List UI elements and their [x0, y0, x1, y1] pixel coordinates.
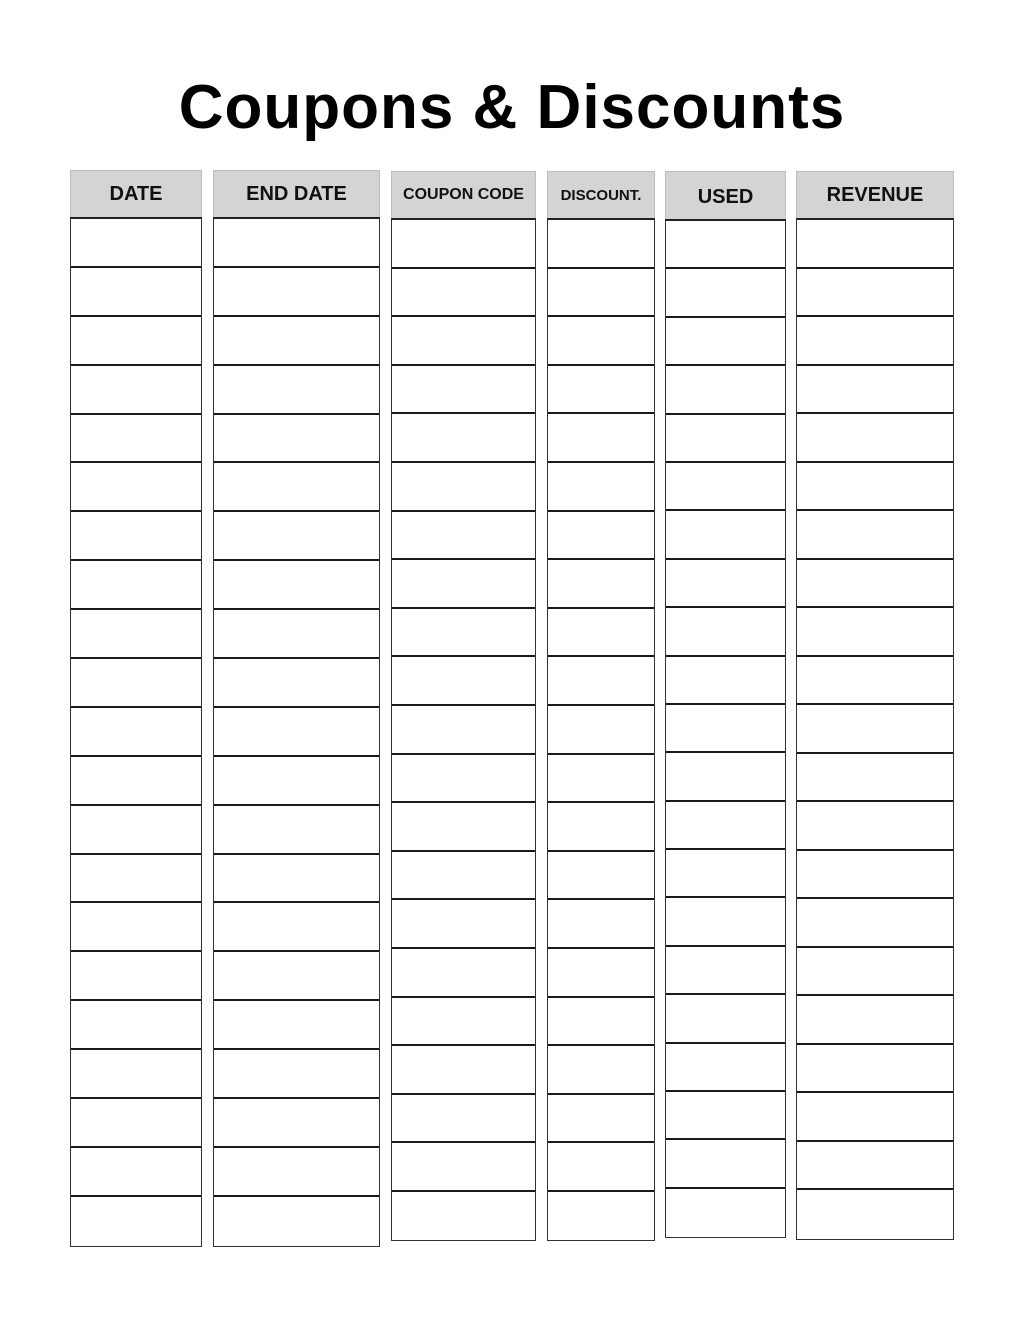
table-cell[interactable] [548, 463, 654, 512]
table-cell[interactable] [548, 1095, 654, 1144]
column-header-coupon-code: COUPON CODE [391, 171, 536, 218]
table-cell[interactable] [548, 609, 654, 658]
table-cell[interactable] [548, 706, 654, 755]
table-cell[interactable] [214, 1099, 379, 1148]
column-coupon-code [391, 171, 536, 1241]
table-cell[interactable] [666, 1044, 785, 1092]
table-cell[interactable] [214, 366, 379, 415]
table-cell[interactable] [71, 366, 201, 415]
table-cell[interactable] [392, 317, 535, 366]
table-cell[interactable] [666, 415, 785, 463]
column-header-revenue: REVENUE [796, 171, 954, 218]
end-date-cells [213, 217, 380, 1247]
table-cell[interactable] [71, 561, 201, 610]
table-cell[interactable] [797, 657, 953, 706]
table-cell[interactable] [666, 608, 785, 656]
table-cell[interactable] [214, 757, 379, 806]
table-cell[interactable] [548, 512, 654, 561]
table-cell[interactable] [548, 657, 654, 706]
table-cell[interactable] [214, 1148, 379, 1197]
table-cell[interactable] [797, 463, 953, 512]
table-cell[interactable] [797, 317, 953, 366]
table-cell[interactable] [666, 947, 785, 995]
table-cell[interactable] [392, 706, 535, 755]
table-cell[interactable] [71, 610, 201, 659]
table-cell[interactable] [666, 995, 785, 1043]
table-cell[interactable] [548, 1192, 654, 1241]
table-cell[interactable] [214, 512, 379, 561]
table-cell[interactable] [797, 899, 953, 948]
table-cell[interactable] [214, 463, 379, 512]
table-cell[interactable] [214, 855, 379, 904]
table-cell[interactable] [548, 317, 654, 366]
table-cell[interactable] [797, 366, 953, 415]
table-cell[interactable] [548, 1046, 654, 1095]
table-cell[interactable] [392, 998, 535, 1047]
table-cell[interactable] [71, 1099, 201, 1148]
table-cell[interactable] [392, 657, 535, 706]
table-cell[interactable] [214, 708, 379, 757]
table-cell[interactable] [797, 1190, 953, 1239]
table-cell[interactable] [214, 561, 379, 610]
table-cell[interactable] [666, 221, 785, 269]
table-cell[interactable] [214, 659, 379, 708]
table-cell[interactable] [797, 754, 953, 803]
table-cell[interactable] [548, 755, 654, 804]
table-cell[interactable] [71, 219, 201, 268]
table-cell[interactable] [214, 610, 379, 659]
table-cell[interactable] [71, 415, 201, 464]
table-cell[interactable] [797, 608, 953, 657]
table-cell[interactable] [666, 657, 785, 705]
table-cell[interactable] [797, 948, 953, 997]
table-cell[interactable] [548, 1143, 654, 1192]
table-cell[interactable] [71, 952, 201, 1001]
table-cell[interactable] [214, 317, 379, 366]
table-cell[interactable] [392, 1143, 535, 1192]
table-cell[interactable] [71, 903, 201, 952]
used-cells [665, 219, 786, 1238]
table-cell[interactable] [666, 1140, 785, 1188]
table-cell[interactable] [392, 512, 535, 561]
table-cell[interactable] [797, 414, 953, 463]
column-header-end-date: END DATE [213, 170, 380, 217]
table-cell[interactable] [71, 1197, 201, 1246]
table-cell[interactable] [71, 659, 201, 708]
table-cell[interactable] [71, 1050, 201, 1099]
table-cell[interactable] [71, 317, 201, 366]
table-cell[interactable] [392, 755, 535, 804]
table-cell[interactable] [71, 806, 201, 855]
table-cell[interactable] [214, 1001, 379, 1050]
table-cell[interactable] [548, 998, 654, 1047]
table-cell[interactable] [666, 1189, 785, 1237]
table-cell[interactable] [214, 415, 379, 464]
table-cell[interactable] [392, 220, 535, 269]
table-cell[interactable] [71, 463, 201, 512]
table-cell[interactable] [214, 1197, 379, 1246]
table-cell[interactable] [214, 952, 379, 1001]
table-cell[interactable] [392, 803, 535, 852]
table-cell[interactable] [666, 753, 785, 801]
table-cell[interactable] [71, 757, 201, 806]
table-cell[interactable] [392, 949, 535, 998]
table-cell[interactable] [392, 1046, 535, 1095]
table-cell[interactable] [71, 268, 201, 317]
table-cell[interactable] [71, 1001, 201, 1050]
table-cell[interactable] [797, 802, 953, 851]
column-header-discount: DISCOUNT. [547, 171, 655, 218]
table-cell[interactable] [392, 1095, 535, 1144]
table-cell[interactable] [797, 705, 953, 754]
table-cell[interactable] [666, 560, 785, 608]
column-revenue [796, 171, 954, 1240]
table-cell[interactable] [71, 1148, 201, 1197]
table-cell[interactable] [214, 219, 379, 268]
table-cell[interactable] [548, 852, 654, 901]
revenue-cells [796, 218, 954, 1240]
table-cell[interactable] [214, 903, 379, 952]
table-cell[interactable] [392, 560, 535, 609]
table-cell[interactable] [214, 1050, 379, 1099]
table-cell[interactable] [71, 708, 201, 757]
table-cell[interactable] [548, 414, 654, 463]
table-cell[interactable] [392, 463, 535, 512]
table-cell[interactable] [666, 269, 785, 317]
table-cell[interactable] [666, 366, 785, 414]
coupon-code-cells [391, 218, 536, 1241]
table-cell[interactable] [797, 996, 953, 1045]
page-title: Coupons & Discounts [178, 73, 846, 142]
table-cell[interactable] [666, 511, 785, 559]
table-cell[interactable] [797, 1045, 953, 1094]
column-end-date [213, 170, 380, 1247]
table-cell[interactable] [666, 705, 785, 753]
table-cell[interactable] [666, 1092, 785, 1140]
table-cell[interactable] [392, 366, 535, 415]
table-cell[interactable] [548, 900, 654, 949]
table-cell[interactable] [797, 511, 953, 560]
column-used [665, 171, 786, 1238]
table-cell[interactable] [392, 1192, 535, 1241]
discount-cells [547, 218, 655, 1241]
table-cell[interactable] [392, 269, 535, 318]
table-cell[interactable] [392, 609, 535, 658]
column-header-date: DATE [70, 170, 202, 217]
table-cell[interactable] [548, 269, 654, 318]
table-cell[interactable] [548, 949, 654, 998]
column-discount [547, 171, 655, 1241]
table-cell[interactable] [71, 512, 201, 561]
table-cell[interactable] [666, 318, 785, 366]
table-cell[interactable] [548, 220, 654, 269]
table-cell[interactable] [214, 806, 379, 855]
table-cell[interactable] [797, 1142, 953, 1191]
table-cell[interactable] [666, 463, 785, 511]
table-cell[interactable] [392, 852, 535, 901]
table-cell[interactable] [548, 803, 654, 852]
table-cell[interactable] [797, 220, 953, 269]
date-cells [70, 217, 202, 1247]
table-cell[interactable] [548, 560, 654, 609]
table-cell[interactable] [797, 851, 953, 900]
table-cell[interactable] [71, 855, 201, 904]
table-cell[interactable] [392, 414, 535, 463]
column-date [70, 170, 202, 1247]
table-cell[interactable] [797, 560, 953, 609]
table-cell[interactable] [666, 802, 785, 850]
table-cell[interactable] [392, 900, 535, 949]
column-header-used: USED [665, 171, 786, 219]
table-cell[interactable] [666, 850, 785, 898]
table-cell[interactable] [548, 366, 654, 415]
table-cell[interactable] [666, 898, 785, 946]
table-cell[interactable] [214, 268, 379, 317]
table-cell[interactable] [797, 269, 953, 318]
table-cell[interactable] [797, 1093, 953, 1142]
